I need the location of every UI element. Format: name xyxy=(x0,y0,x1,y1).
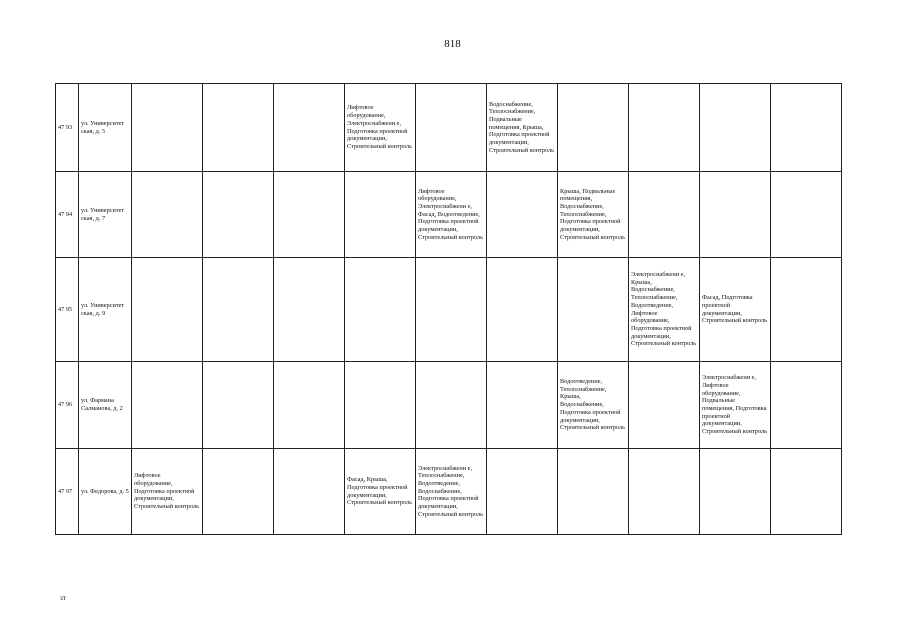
works-cell xyxy=(700,84,771,172)
works-cell xyxy=(558,84,629,172)
works-cell: Лифтовое оборудование, Электроснабжени е, Подготовка проектной документации, Строительный контроль xyxy=(345,84,416,172)
works-cell xyxy=(345,258,416,362)
works-cell xyxy=(203,172,274,258)
table-row xyxy=(56,172,842,258)
works-cell: Фасад, Крыша, Подготовка проектной документации, Строительный контроль xyxy=(345,449,416,535)
address-cell: ул. Федорова, д. 5 xyxy=(79,449,132,535)
works-cell: Электроснабжени е, Теплоснабжение, Водоотведение, Водоснабжение, Подготовка проектной документации, Строительный контроль xyxy=(416,449,487,535)
works-cell xyxy=(629,362,700,449)
works-cell xyxy=(771,258,842,362)
row-number-cell: 47 97 xyxy=(56,449,79,535)
works-cell xyxy=(274,84,345,172)
works-cell xyxy=(700,449,771,535)
works-cell xyxy=(203,258,274,362)
works-cell xyxy=(487,258,558,362)
row-number-cell: 47 96 xyxy=(56,362,79,449)
works-cell: Лифтовое оборудование, Подготовка проектной документации, Строительный контроль xyxy=(132,449,203,535)
row-number-cell: 47 93 xyxy=(56,84,79,172)
address-cell: ул. Университет ская, д. 9 xyxy=(79,258,132,362)
table-row xyxy=(56,449,842,535)
works-cell xyxy=(771,449,842,535)
works-cell xyxy=(416,84,487,172)
works-cell xyxy=(487,362,558,449)
works-cell xyxy=(203,449,274,535)
works-cell xyxy=(629,172,700,258)
page-number: 818 xyxy=(444,38,461,50)
works-cell xyxy=(629,449,700,535)
works-cell xyxy=(558,449,629,535)
works-cell xyxy=(274,172,345,258)
works-cell: Водоснабжение, Теплоснабжение, Подвальные помещения, Крыша, Подготовка проектной документации, Строительный контроль xyxy=(487,84,558,172)
works-cell: Крыша, Подвальные помещения, Водоснабжение, Теплоснабжение, Подготовка проектной документации, Строительный контроль xyxy=(558,172,629,258)
address-cell: ул. Университет ская, д. 7 xyxy=(79,172,132,258)
works-cell xyxy=(487,449,558,535)
works-cell xyxy=(700,172,771,258)
works-cell: Электроснабжени е, Лифтовое оборудование, Подвальные помещения, Подготовка проектной документации, Строительный контроль xyxy=(700,362,771,449)
table-row xyxy=(56,84,842,172)
works-cell xyxy=(274,362,345,449)
works-cell xyxy=(771,362,842,449)
works-cell xyxy=(345,172,416,258)
row-number-cell: 47 94 xyxy=(56,172,79,258)
footer-mark: зт xyxy=(60,594,66,602)
works-cell xyxy=(274,258,345,362)
works-cell xyxy=(345,362,416,449)
works-cell xyxy=(132,362,203,449)
works-schedule-table xyxy=(55,83,842,535)
works-cell xyxy=(416,362,487,449)
works-cell xyxy=(487,172,558,258)
works-cell xyxy=(771,172,842,258)
works-cell xyxy=(132,258,203,362)
row-number-cell: 47 95 xyxy=(56,258,79,362)
works-cell xyxy=(203,84,274,172)
works-cell xyxy=(132,172,203,258)
works-cell: Лифтовое оборудование, Электроснабжени е, Фасад, Водоотведение, Подготовка проектной документации, Строительный контроль xyxy=(416,172,487,258)
table-row xyxy=(56,258,842,362)
works-cell xyxy=(558,258,629,362)
works-cell: Водоотведение, Теплоснабжение, Крыша, Водоснабжение, Подготовка проектной документации, Строительный контроль xyxy=(558,362,629,449)
works-cell xyxy=(274,449,345,535)
works-cell xyxy=(416,258,487,362)
works-cell xyxy=(629,84,700,172)
address-cell: ул. Фармана Салманова, д. 2 xyxy=(79,362,132,449)
works-cell: Электроснабжени е, Крыша, Водоснабжение, Теплоснабжение, Водоотведение, Лифтовое оборудование, Подготовка проектной документации, Строительный контроль xyxy=(629,258,700,362)
table-row xyxy=(56,362,842,449)
works-cell xyxy=(771,84,842,172)
works-cell xyxy=(132,84,203,172)
address-cell: ул. Университет ская, д. 5 xyxy=(79,84,132,172)
works-cell: Фасад, Подготовка проектной документации, Строительный контроль xyxy=(700,258,771,362)
works-cell xyxy=(203,362,274,449)
